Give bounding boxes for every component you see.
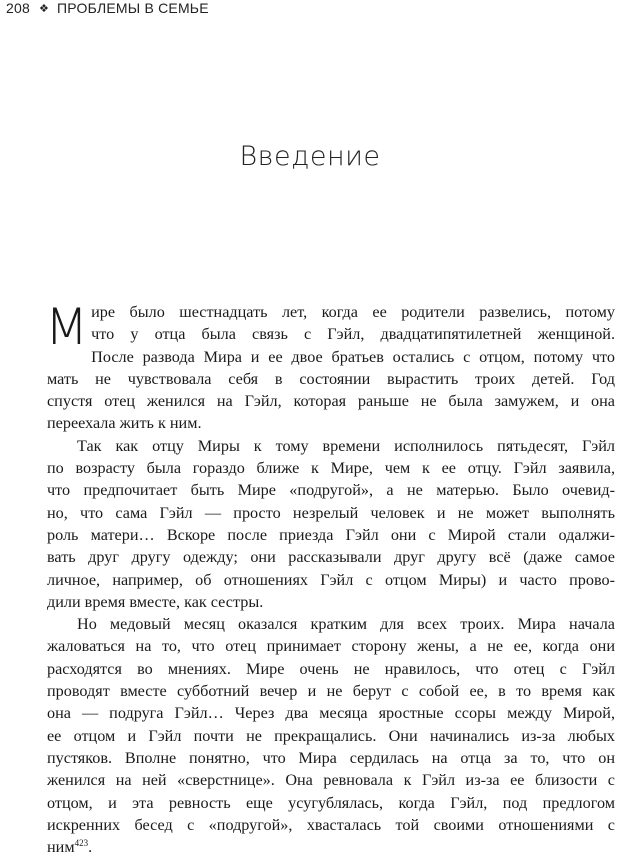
text-line: мать не чувствовала себя в состоянии вырастить троих детей. Год	[47, 369, 615, 388]
text-line: ире было шестнадцать лет, когда ее родители развелись, потому	[91, 303, 615, 321]
text-line: расходятся во мнениях. Мире очень не нравилось, что отец с Гэйл	[47, 659, 615, 678]
running-title: ПРОБЛЕМЫ В СЕМЬЕ	[57, 0, 209, 16]
ornament-icon: ❖	[38, 3, 50, 15]
page-number: 208	[6, 0, 30, 16]
text-line: женился на ней «сверстнице». Она ревновала к Гэйл из-за ее близости с	[47, 771, 615, 790]
drop-cap: М	[45, 298, 89, 356]
text-line: дили время вместе, как сестры.	[47, 592, 264, 611]
text-line: по возрасту была гораздо ближе к Мире, чем к ее отцу. Гэйл заявила,	[47, 459, 615, 478]
text-line: После развода Мира и ее двое братьев остались с отцом, потому что	[91, 347, 615, 366]
text-line: роль матери… Вскоре после приезда Гэйл они с Мирой стали одалжи-	[47, 525, 615, 544]
text-line: что предпочитает быть Мире «подругой», а не матерью. Было очевид-	[47, 481, 615, 500]
chapter-title: Введение	[239, 141, 381, 172]
text-line: но, что сама Гэйл — просто незрелый человек и не может выполнять	[47, 503, 615, 522]
text-line: что у отца была связь с Гэйл, двадцатипятилетней женщиной.	[91, 325, 615, 344]
text-line: личное, например, об отношениях Гэйл с отцом Миры) и часто прово-	[47, 570, 615, 589]
text-line: отцом, и эта ревность еще усугублялась, когда Гэйл, под предлогом	[47, 793, 615, 812]
text-line: проводят вместе субботний вечер и не берут с собой ее, в то время как	[47, 682, 615, 701]
body-text	[45, 298, 615, 858]
footnote-ref[interactable]: 423	[74, 838, 89, 849]
text-line: искренних бесед с «подругой», хвасталась той своими отношениями с	[47, 815, 615, 834]
text-line: Но медовый месяц оказался кратким для всех троих. Мира начала	[77, 615, 615, 634]
text-line: она — подруга Гэйл… Через два месяца яростные ссоры между Мирой,	[47, 704, 615, 723]
text-line: переехала жить к ним.	[47, 414, 202, 433]
running-head	[6, 0, 209, 16]
text-line: ее отцом и Гэйл почти не прекращались. Они начинались из-за любых	[47, 726, 615, 745]
last-word: ним	[47, 838, 75, 857]
text-line	[47, 836, 615, 858]
text-line: жаловаться на то, что отец принимает сторону жены, а не ее, когда они	[47, 637, 615, 656]
paragraph-2	[47, 435, 615, 613]
period: .	[88, 838, 93, 857]
paragraph-3	[47, 613, 615, 858]
text-line: вать друг другу одежду; они рассказывали друг другу всё (даже самое	[47, 548, 615, 567]
text-line: Так как отцу Миры к тому времени исполнилось пятьдесят, Гэйл	[77, 436, 615, 455]
text-line: спустя отец женился на Гэйл, которая раньше не была замужем, и она	[47, 392, 615, 411]
paragraph-1	[45, 298, 615, 435]
text-line: пустяков. Вполне понятно, что Мира сердилась на отца за то, что он	[47, 748, 615, 767]
